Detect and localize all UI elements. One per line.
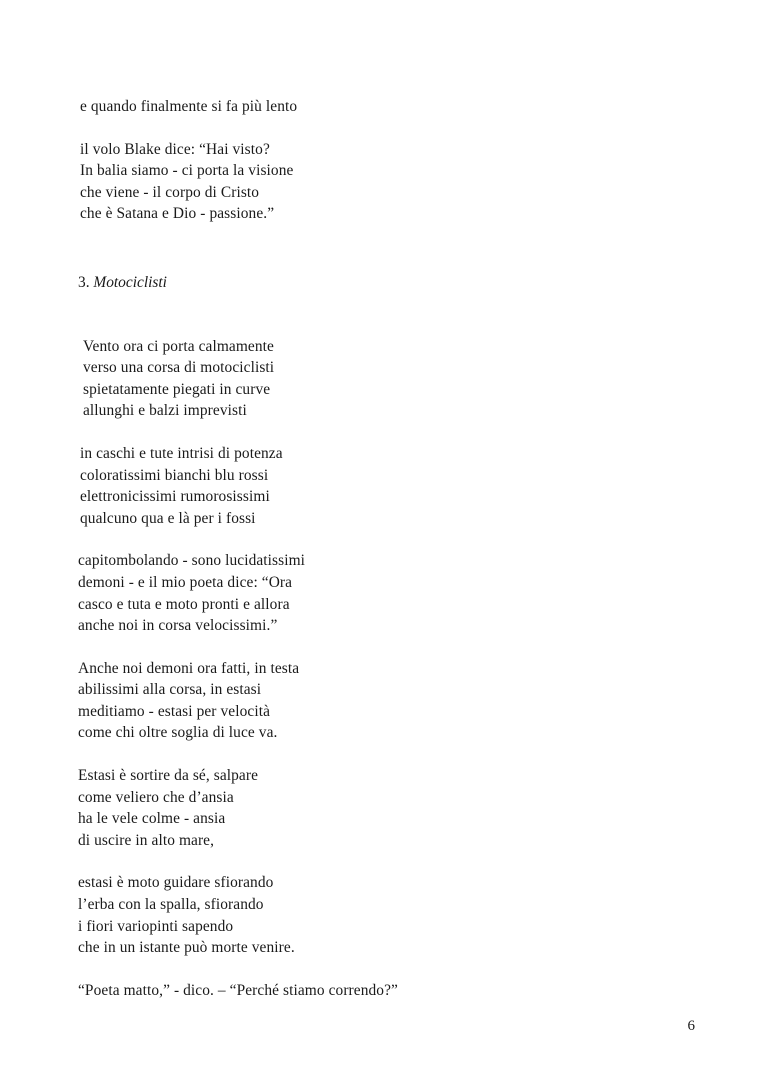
- poem-line: come chi oltre soglia di luce va.: [78, 724, 278, 742]
- poem-line: demoni - e il mio poeta dice: “Ora: [78, 573, 293, 591]
- stanza: [78, 872, 698, 958]
- poem-line: Anche noi demoni ora fatti, in testa: [78, 659, 300, 677]
- poem-line: i fiori variopinti sapendo: [78, 917, 234, 935]
- poem-line: estasi è moto guidare sfiorando: [78, 874, 274, 892]
- stanza-spacer: [78, 744, 698, 765]
- poem-line: meditiamo - estasi per velocità: [78, 702, 270, 720]
- section-title: Motociclisti: [93, 273, 167, 291]
- poem-line: e quando finalmente si fa più lento: [80, 98, 298, 115]
- poem-line: abilissimi alla corsa, in estasi: [78, 681, 262, 699]
- stanza: [78, 443, 698, 529]
- stanza-spacer: [78, 422, 698, 443]
- stanza: [78, 765, 698, 851]
- poem-line: spietatamente piegati in curve: [83, 380, 271, 398]
- poem-line: in caschi e tute intrisi di potenza: [80, 444, 283, 462]
- poem-line: allunghi e balzi imprevisti: [83, 402, 247, 420]
- poem-line: “Poeta matto,” - dico. – “Perché stiamo correndo?”: [78, 981, 398, 999]
- stanza-spacer: [78, 118, 698, 139]
- poem-line: Estasi è sortire da sé, salpare: [78, 767, 259, 785]
- poem-line: capitombolando - sono lucidatissimi: [78, 552, 306, 570]
- page-number: 6: [687, 1018, 695, 1034]
- stanza: [78, 658, 698, 744]
- section-number: 3.: [78, 273, 94, 291]
- section-heading: [78, 272, 698, 294]
- poem-line: come veliero che d’ansia: [78, 788, 234, 806]
- poem-line: Vento ora ci porta calmamente: [83, 337, 274, 355]
- poem-line: che viene - il corpo di Cristo: [80, 183, 260, 201]
- poem-line: In balia siamo - ci porta la visione: [80, 162, 294, 180]
- stanza-spacer: [78, 959, 698, 980]
- poem-line: che in un istante può morte venire.: [78, 939, 295, 957]
- poem-line: ha le vele colme - ansia: [78, 810, 226, 828]
- poem-line: l’erba con la spalla, sfiorando: [78, 896, 264, 914]
- poem-line: coloratissimi bianchi blu rossi: [80, 466, 269, 484]
- stanza: [78, 96, 698, 118]
- poem-line: il volo Blake dice: “Hai visto?: [80, 140, 270, 158]
- stanza-spacer: [78, 225, 698, 272]
- stanza: [78, 550, 698, 636]
- poem-line: che è Satana e Dio - passione.”: [80, 205, 275, 223]
- stanza: [78, 139, 698, 225]
- poem-line: qualcuno qua e là per i fossi: [80, 509, 256, 527]
- stanza: [78, 980, 698, 1002]
- poem-line: verso una corsa di motociclisti: [83, 359, 275, 377]
- poem-line: elettronicissimi rumorosissimi: [80, 488, 270, 506]
- stanza-spacer: [78, 851, 698, 872]
- poem-body: [78, 96, 698, 1001]
- stanza: [78, 336, 698, 422]
- poem-line: di uscire in alto mare,: [78, 831, 215, 849]
- stanza-spacer: [78, 637, 698, 658]
- stanza-spacer: [78, 529, 698, 550]
- poem-line: anche noi in corsa velocissimi.”: [78, 617, 278, 635]
- stanza-spacer: [78, 294, 698, 336]
- poem-line: casco e tuta e moto pronti e allora: [78, 595, 290, 613]
